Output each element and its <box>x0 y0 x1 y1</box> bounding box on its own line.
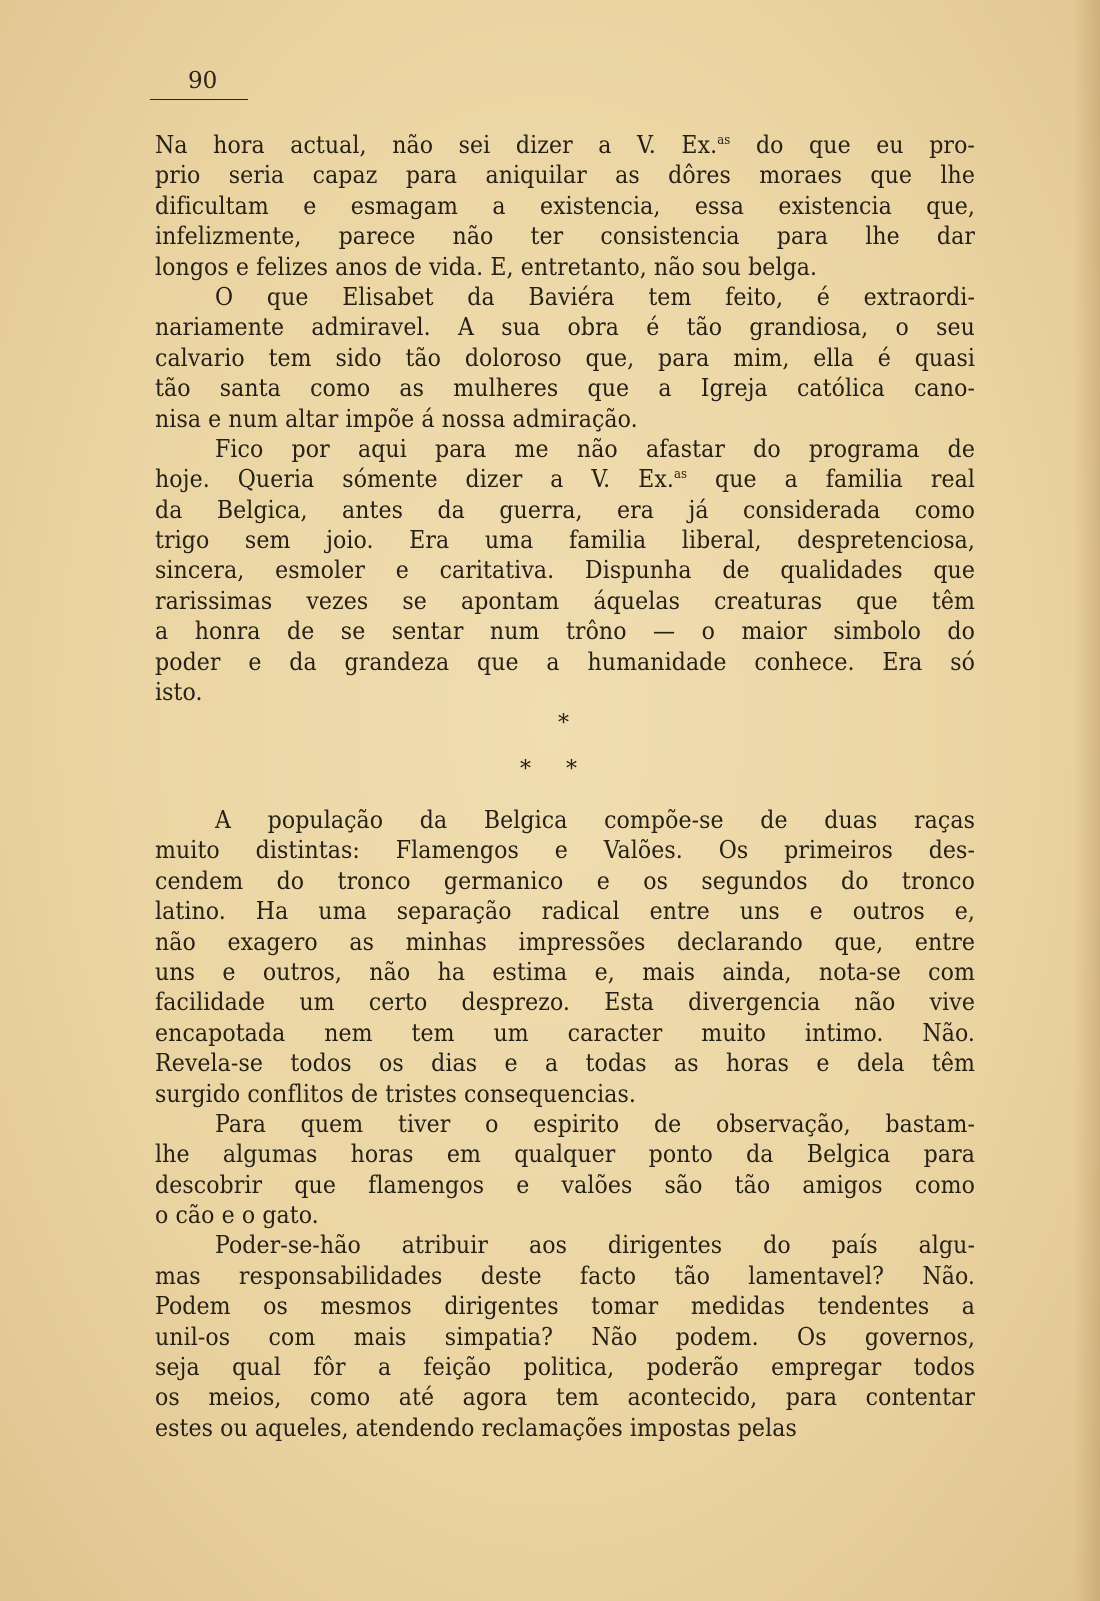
text-line <box>155 586 975 616</box>
text-line <box>155 495 975 525</box>
text-segment: uns e outros, não ha estima e, mais ainda, nota-se com <box>155 956 975 986</box>
text-segment: Na hora actual, não sei dizer a V. Ex. <box>155 130 718 159</box>
text-segment: hoje. Queria sómente dizer a V. Ex. <box>155 464 674 494</box>
text-line <box>155 1322 975 1352</box>
text-segment: sincera, esmoler e caritativa. Dispunha de qualidades que <box>155 555 975 585</box>
text-line <box>155 555 975 585</box>
text-segment: nisa e num altar impõe á nossa admiração. <box>155 403 638 433</box>
text-line <box>155 1413 975 1443</box>
superscript: as <box>673 467 688 483</box>
text-line <box>155 282 975 312</box>
text-segment: surgido conflitos de tristes consequencias. <box>155 1078 636 1108</box>
paragraph <box>155 282 975 434</box>
text-line <box>155 616 975 646</box>
text-segment: Fico por aqui para me não afastar do programa de <box>215 433 975 463</box>
paragraph <box>155 1230 975 1443</box>
text-segment: os meios, como até agora tem acontecido, para contentar <box>155 1382 975 1412</box>
text-segment: Revela-se todos os dias e a todas as horas e dela têm <box>155 1048 975 1078</box>
text-segment: unil-os com mais simpatia? Não podem. Os governos, <box>155 1321 975 1351</box>
asterism-top: * <box>558 711 569 736</box>
text-line <box>155 1230 975 1260</box>
text-line <box>155 866 975 896</box>
text-segment: descobrir que flamengos e valões são tão amigos como <box>155 1169 975 1199</box>
text-segment: estes ou aqueles, atendendo reclamações impostas pelas <box>155 1412 797 1442</box>
text-segment: não exagero as minhas impressões declarando que, entre <box>155 926 975 956</box>
text-line <box>155 1048 975 1078</box>
text-line <box>155 1170 975 1200</box>
text-line <box>155 647 975 677</box>
text-line <box>155 404 975 434</box>
text-segment: rarissimas vezes se apontam áquelas creaturas que têm <box>155 585 975 615</box>
paragraph <box>155 130 975 282</box>
text-line <box>155 677 975 707</box>
page-edge-shading <box>1074 0 1100 1601</box>
text-line <box>155 987 975 1017</box>
text-segment: longos e felizes anos de vida. E, entretanto, não sou belga. <box>155 251 818 281</box>
text-segment: o cão e o gato. <box>155 1200 319 1230</box>
text-line <box>155 160 975 190</box>
text-line <box>155 805 975 835</box>
text-line <box>155 835 975 865</box>
text-line <box>155 525 975 555</box>
text-segment: cendem do tronco germanico e os segundos do tronco <box>155 865 975 895</box>
text-segment: seja qual fôr a feição politica, poderão empregar todos <box>155 1352 975 1382</box>
text-line <box>155 1352 975 1382</box>
text-segment: mas responsabilidades deste facto tão lamentavel? Não. <box>155 1260 975 1290</box>
text-line <box>155 1079 975 1109</box>
asterism-bottom: * * <box>520 757 591 782</box>
text-line <box>155 1018 975 1048</box>
text-segment: a honra de se sentar num trôno — o maior simbolo do <box>155 616 975 646</box>
text-segment: muito distintas: Flamengos e Valões. Os primeiros des- <box>155 835 975 865</box>
text-line <box>155 434 975 464</box>
text-segment: O que Elisabet da Baviéra tem feito, é extraordi- <box>215 281 975 311</box>
text-line <box>155 191 975 221</box>
superscript: as <box>717 133 731 148</box>
text-line <box>155 927 975 957</box>
text-segment: facilidade um certo desprezo. Esta divergencia não vive <box>155 987 975 1017</box>
text-line <box>155 343 975 373</box>
text-segment: trigo sem joio. Era uma familia liberal, despretenciosa, <box>155 525 975 555</box>
paragraph <box>155 434 975 708</box>
text-line <box>155 130 975 160</box>
text-segment: calvario tem sido tão doloroso que, para mim, ella é quasi <box>155 342 975 372</box>
page-number: 90 <box>188 68 218 94</box>
text-segment: poder e da grandeza que a humanidade conhece. Era só <box>155 646 975 676</box>
text-segment: A população da Belgica compõe-se de duas raças <box>215 805 975 834</box>
header-rule <box>150 99 248 100</box>
text-segment: latino. Ha uma separação radical entre uns e outros e, <box>155 896 975 926</box>
text-line <box>155 221 975 251</box>
text-line <box>155 464 975 494</box>
paragraph <box>155 1109 975 1231</box>
paragraph <box>155 805 975 1109</box>
text-block-upper <box>155 130 975 707</box>
text-line <box>155 252 975 282</box>
text-segment: da Belgica, antes da guerra, era já considerada como <box>155 494 975 524</box>
text-line <box>155 1261 975 1291</box>
text-line <box>155 1382 975 1412</box>
text-line <box>155 1291 975 1321</box>
text-segment: Podem os mesmos dirigentes tomar medidas tendentes a <box>155 1291 975 1321</box>
text-segment: do que eu pro- <box>730 130 975 159</box>
text-line <box>155 1200 975 1230</box>
text-segment: que a familia real <box>687 464 975 494</box>
text-segment: Para quem tiver o espirito de observação, bastam- <box>215 1108 975 1138</box>
text-segment: dificultam e esmagam a existencia, essa existencia que, <box>155 190 975 220</box>
text-segment: tão santa como as mulheres que a Igreja católica cano- <box>155 373 975 403</box>
text-line <box>155 373 975 403</box>
text-segment: prio seria capaz para aniquilar as dôres moraes que lhe <box>155 160 975 190</box>
text-block-lower <box>155 805 975 1443</box>
text-segment: lhe algumas horas em qualquer ponto da Belgica para <box>155 1139 975 1169</box>
text-line <box>155 957 975 987</box>
text-segment: isto. <box>155 677 203 707</box>
text-segment: Poder-se-hão atribuir aos dirigentes do país algu- <box>215 1230 975 1260</box>
text-line <box>155 1109 975 1139</box>
text-segment: infelizmente, parece não ter consistencia para lhe dar <box>155 221 975 251</box>
text-line <box>155 1139 975 1169</box>
text-line <box>155 312 975 342</box>
text-line <box>155 896 975 926</box>
text-segment: encapotada nem tem um caracter muito intimo. Não. <box>155 1017 975 1047</box>
text-segment: nariamente admiravel. A sua obra é tão grandiosa, o seu <box>155 312 975 342</box>
